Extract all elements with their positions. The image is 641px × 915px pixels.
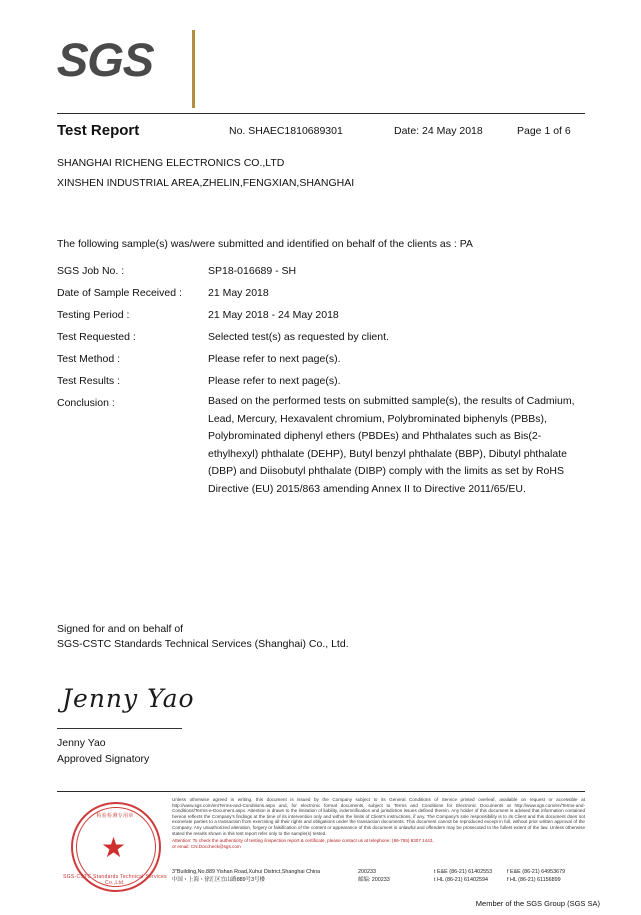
detail-row-date-received <box>57 282 585 304</box>
address-en: 3"Building,No.889 Yishan Road,Xuhui District,Shanghai China <box>172 869 321 875</box>
footer-address-block <box>172 868 585 884</box>
report-header-row <box>57 122 585 142</box>
company-seal-stamp <box>63 798 167 902</box>
detail-value: 21 May 2018 - 24 May 2018 <box>208 309 339 321</box>
client-name: SHANGHAI RICHENG ELECTRONICS CO.,LTD <box>57 157 285 169</box>
signatory-block <box>57 735 149 767</box>
signatory-role: Approved Signatory <box>57 753 150 765</box>
seal-bottom-text: SGS-CSTC Standards Technical Services Co.,Ltd. <box>63 874 167 886</box>
logo-accent-bar <box>192 30 195 108</box>
detail-value: SP18-016689 - SH <box>208 265 297 277</box>
signature-line <box>57 728 182 729</box>
client-address: XINSHEN INDUSTRIAL AREA,ZHELIN,FENGXIAN,SHANGHAI <box>57 177 355 189</box>
detail-row-test-results <box>57 370 585 392</box>
detail-label: Test Requested : <box>57 331 136 343</box>
detail-row-test-requested <box>57 326 585 348</box>
attention-line-1: Attention: To check the authenticity of testing /inspection report & certificate, please contact us at telephone: (86-755) 8307 1443, <box>172 838 434 844</box>
signoff-block <box>57 622 349 652</box>
report-date: Date: 24 May 2018 <box>394 125 483 137</box>
tel-cn: t HL (86-21) 61402594 <box>434 877 489 883</box>
report-number: No. SHAEC1810689301 <box>229 125 343 137</box>
address-row-cn <box>172 876 585 884</box>
legal-text: Unless otherwise agreed in writing, this document is issued by the Company subject to its General Conditions of Service printed overleaf, available on request or accessible at http://www.sgs.com/en/Terms-and-Conditions.aspx and, for electronic format documents, subject to Terms and Conditions for Electronic Documents at http://www.sgs.com/en/Terms-and-Conditions/Terms-e-Document.aspx. Attention is drawn to the limitation of liability, indemnification and jurisdiction issues defined therein. Any holder of this document is advised that information contained hereon reflects the Company's findings at the time of its intervention only and within the limits of Client's instructions, if any. The Company's sole responsibility is to its Client and this document does not exonerate parties to a transaction from exercising all their rights and obligations under the transaction documents. This document cannot be reproduced except in full, without prior written approval of the Company. Any unauthorized alteration, forgery or falsification of the content or appearance of this document is unlawful and offenders may be prosecuted to the fullest extent of the law. Unless otherwise stated the results shown in this test report refer only to the sample(s) tested. <box>172 797 585 836</box>
detail-row-conclusion <box>57 392 585 498</box>
member-note: Member of the SGS Group (SGS SA) <box>475 899 600 908</box>
detail-row-testing-period <box>57 304 585 326</box>
seal-top-text: 检验检测专用章 <box>96 813 134 819</box>
detail-value: Please refer to next page(s). <box>208 375 341 387</box>
detail-label: Date of Sample Received : <box>57 287 182 299</box>
address-cn: 中国・上海・徐汇区宜山路889号3号楼 <box>172 877 265 883</box>
fax-cn: f HL (86-21) 61156899 <box>507 877 561 883</box>
sgs-logo <box>57 34 207 94</box>
detail-value: Selected test(s) as requested by client. <box>208 331 389 343</box>
detail-row-job-no <box>57 260 585 282</box>
zip-cn: 邮编: 200233 <box>358 877 390 883</box>
page-indicator: Page 1 of 6 <box>517 125 571 137</box>
client-block <box>57 153 585 193</box>
signoff-line-1: Signed for and on behalf of <box>57 623 184 635</box>
detail-label: Conclusion : <box>57 397 115 409</box>
detail-value: Based on the performed tests on submitted sample(s), the results of Cadmium, Lead, Mercury, Hexavalent chromium, Polybrominated biphenyls (PBBs), Polybrominated diphenyl ethers (PBDEs) and Phthalates such as Bis(2-ethylhexyl) phthalate (DEHP), Butyl benzyl phthalate (BBP), Dibutyl phthalate (DBP) and Diisobutyl phthalate (DIBP) comply with the limits as set by RoHS Directive (EU) 2015/863 amending Annex II to Directive 2011/65/EU. <box>208 395 575 495</box>
page-title: Test Report <box>57 122 140 139</box>
attention-line-2: or email: CN.Doccheck@sgs.com <box>172 843 241 849</box>
detail-value: Please refer to next page(s). <box>208 353 341 365</box>
detail-label: Test Results : <box>57 375 121 387</box>
zip-en: 200233 <box>358 869 376 875</box>
star-icon: ★ <box>101 832 127 863</box>
fax-en: f E&E (86-21) 64953679 <box>507 869 566 875</box>
detail-label: Testing Period : <box>57 309 130 321</box>
signatory-name: Jenny Yao <box>57 737 106 749</box>
tel-en: t E&E (86-21) 61402553 <box>434 869 493 875</box>
header-divider <box>57 113 585 114</box>
legal-disclaimer <box>172 797 585 849</box>
signature-image: Jenny Yao <box>62 684 195 713</box>
sgs-logo-text: SGS <box>56 33 155 86</box>
sample-intro-text: The following sample(s) was/were submitted and identified on behalf of the clients as : PA <box>57 238 473 250</box>
address-row-en <box>172 868 585 876</box>
detail-row-test-method <box>57 348 585 370</box>
detail-label: Test Method : <box>57 353 121 365</box>
detail-value: 21 May 2018 <box>208 287 269 299</box>
signoff-line-2: SGS-CSTC Standards Technical Services (Shanghai) Co., Ltd. <box>57 638 349 650</box>
details-list <box>57 260 585 498</box>
footer-divider <box>57 791 585 792</box>
detail-label: SGS Job No. : <box>57 265 125 277</box>
